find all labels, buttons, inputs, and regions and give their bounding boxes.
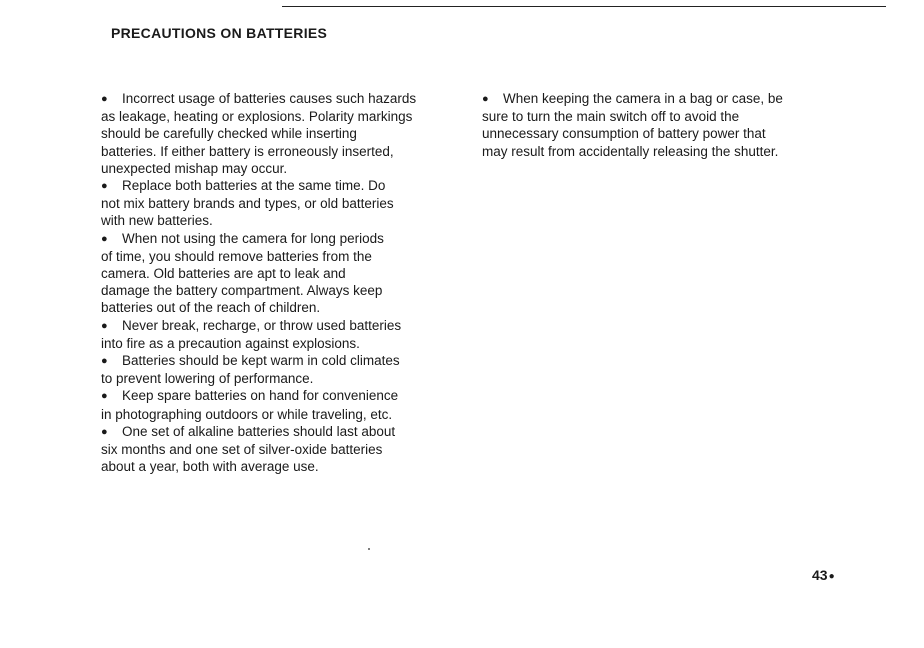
text-line (482, 143, 852, 160)
text-line (101, 212, 471, 229)
bullet-icon: ● (482, 93, 489, 105)
bullet-icon: ● (101, 355, 108, 368)
line-text: to prevent lowering of performance. (101, 371, 314, 387)
bullet-line (101, 387, 471, 405)
page-number-dot: ● (828, 571, 835, 582)
line-text: unexpected mishap may occur. (101, 160, 288, 176)
line-text: Keep spare batteries on hand for convenience (122, 388, 399, 404)
line-text: into fire as a precaution against explosions. (101, 335, 360, 351)
line-text: should be carefully checked while inserting (101, 126, 357, 142)
line-text: When not using the camera for long periods (122, 230, 384, 246)
text-line (101, 370, 471, 387)
bullet-icon: ● (101, 180, 108, 193)
line-text: batteries out of the reach of children. (101, 300, 321, 316)
text-line (101, 458, 471, 475)
text-line (101, 160, 471, 177)
bullet-icon: ● (101, 425, 108, 438)
text-line (101, 335, 471, 352)
page-title: PRECAUTIONS ON BATTERIES (111, 25, 328, 41)
top-rule (282, 6, 886, 7)
line-text: Replace both batteries at the same time. Do (122, 178, 386, 194)
text-line (101, 299, 471, 316)
text-line (101, 143, 471, 160)
bullet-line (101, 177, 471, 195)
line-text: as leakage, heating or explosions. Polarity markings (101, 109, 413, 125)
text-line (101, 248, 471, 265)
text-line (482, 108, 852, 125)
bullet-icon: ● (101, 390, 108, 403)
text-line (101, 406, 471, 423)
text-line (101, 441, 471, 458)
bullet-line (101, 90, 471, 108)
line-text: Incorrect usage of batteries causes such hazards (122, 91, 417, 106)
line-text: six months and one set of silver-oxide batteries (101, 442, 383, 458)
bullet-line (101, 230, 471, 248)
left-column (101, 90, 471, 475)
bullet-icon: ● (101, 319, 108, 332)
text-line (482, 125, 852, 142)
line-text: in photographing outdoors or while traveling, etc. (101, 406, 393, 422)
bullet-icon: ● (101, 232, 108, 245)
text-line (101, 125, 471, 142)
line-text: with new batteries. (101, 213, 213, 229)
page-number-value: 43 (812, 567, 828, 583)
line-text: camera. Old batteries are apt to leak and (101, 266, 346, 282)
text-line (101, 282, 471, 299)
bullet-line (482, 90, 852, 108)
line-text: not mix battery brands and types, or old batteries (101, 196, 394, 212)
stray-mark (368, 548, 370, 550)
line-text: One set of alkaline batteries should last about (122, 423, 396, 439)
line-text: about a year, both with average use. (101, 459, 319, 475)
bullet-line (101, 317, 471, 335)
text-line (101, 195, 471, 212)
text-line (101, 108, 471, 125)
bullet-line (101, 423, 471, 441)
text-line (101, 265, 471, 282)
line-text: sure to turn the main switch off to avoid the (482, 109, 740, 125)
right-column (482, 90, 852, 160)
line-text: When keeping the camera in a bag or case, be (503, 91, 783, 106)
line-text: of time, you should remove batteries from the (101, 248, 372, 264)
line-text: damage the battery compartment. Always keep (101, 283, 383, 299)
page-number (812, 567, 835, 583)
bullet-line (101, 352, 471, 370)
line-text: Batteries should be kept warm in cold climates (122, 353, 400, 369)
line-text: batteries. If either battery is erroneously inserted, (101, 143, 394, 159)
line-text: Never break, recharge, or throw used batteries (122, 317, 402, 333)
line-text: unnecessary consumption of battery power that (482, 126, 766, 142)
line-text: may result from accidentally releasing the shutter. (482, 143, 779, 159)
bullet-icon: ● (101, 93, 108, 105)
